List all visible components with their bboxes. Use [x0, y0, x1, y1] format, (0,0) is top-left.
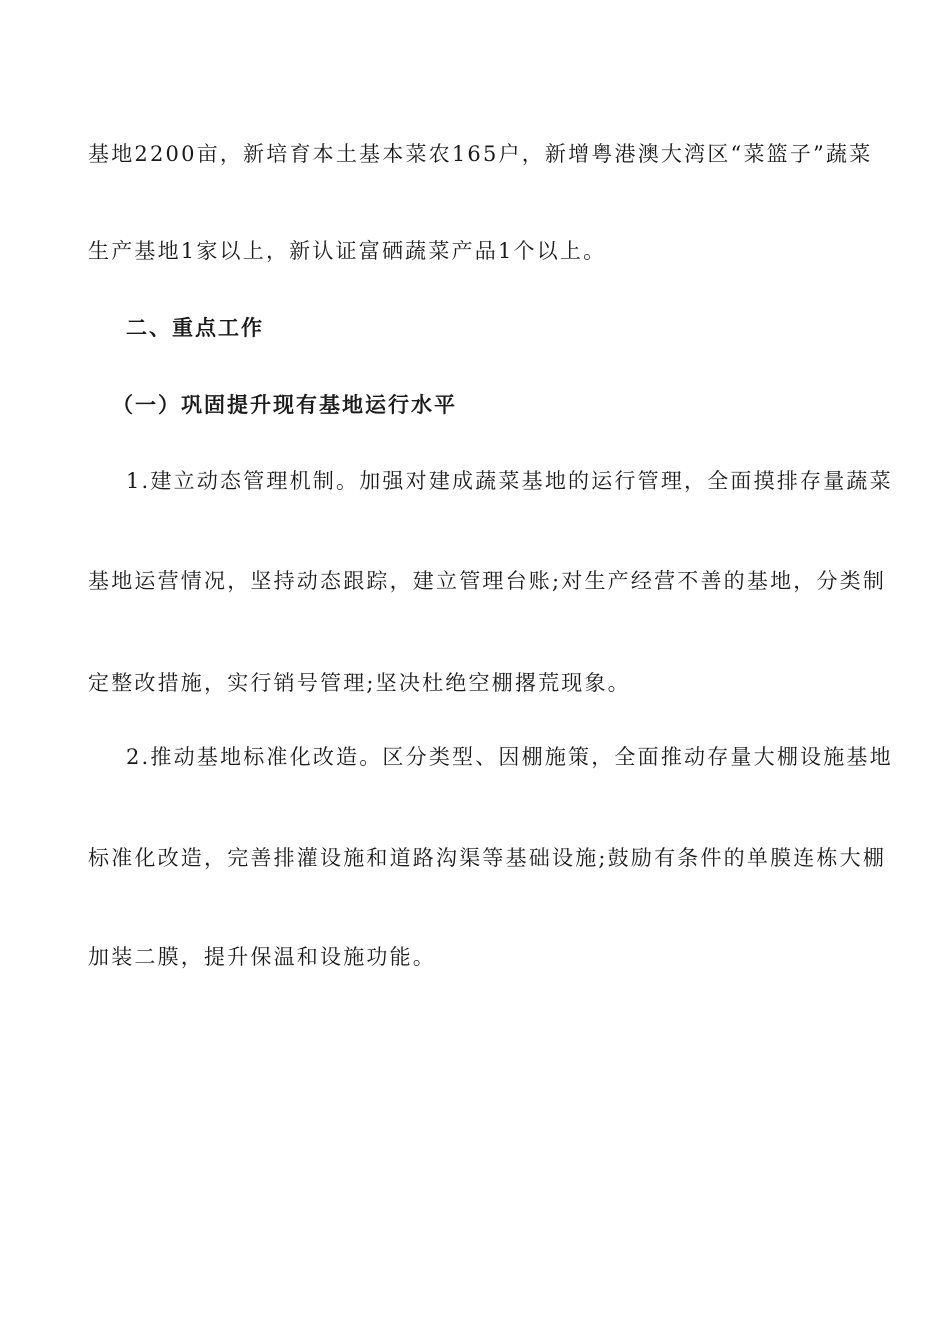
paragraph-line: 2.推动基地标准化改造。区分类型、因棚施策，全面推动存量大棚设施基地 [126, 745, 893, 769]
paragraph-line: 定整改措施，实行销号管理;坚决杜绝空棚撂荒现象。 [88, 671, 631, 695]
paragraph-line: 生产基地1家以上，新认证富硒蔬菜产品1个以上。 [88, 239, 607, 263]
paragraph-line: 1.建立动态管理机制。加强对建成蔬菜基地的运行管理，全面摸排存量蔬菜 [126, 469, 893, 493]
paragraph-line: 标准化改造，完善排灌设施和道路沟渠等基础设施;鼓励有条件的单膜连栋大棚 [88, 846, 887, 870]
paragraph-line: 加装二膜，提升保温和设施功能。 [88, 945, 436, 969]
paragraph-line: 基地2200亩，新培育本土基本菜农165户，新增粤港澳大湾区“菜篮子”蔬菜 [88, 142, 873, 166]
subsection-heading: （一）巩固提升现有基地运行水平 [112, 392, 457, 417]
section-heading: 二、重点工作 [126, 315, 264, 340]
paragraph-line: 基地运营情况，坚持动态跟踪，建立管理台账;对生产经营不善的基地，分类制 [88, 569, 887, 593]
